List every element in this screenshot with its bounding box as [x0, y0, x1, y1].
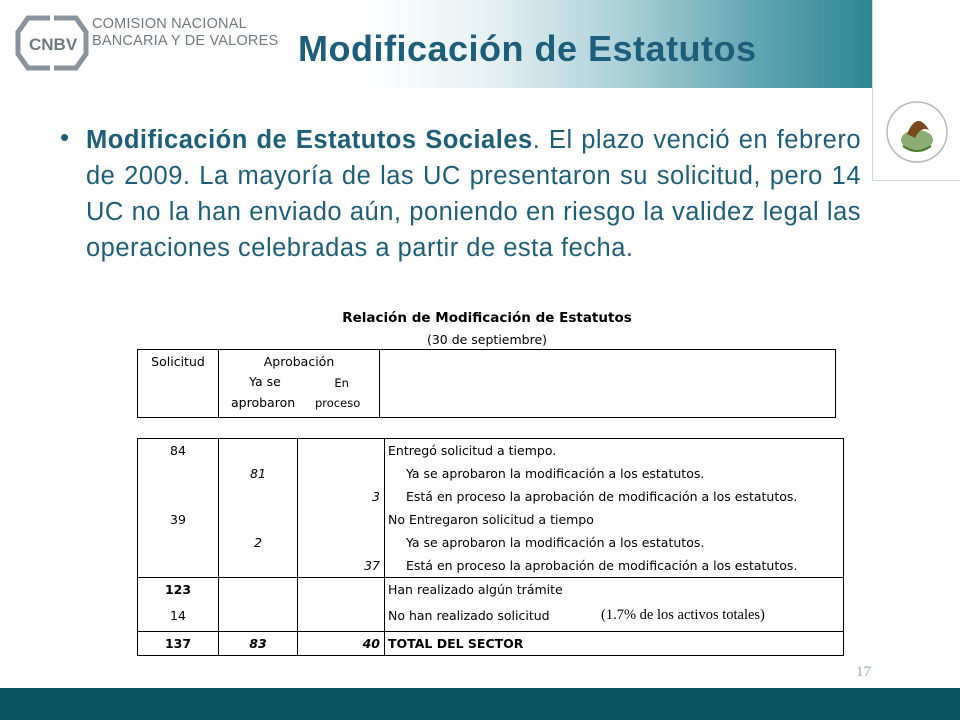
table-body: [137, 438, 844, 656]
logo-line2: BANCARIA Y DE VALORES: [92, 33, 279, 49]
bullet-text: [86, 122, 861, 266]
header-blank: [380, 350, 836, 418]
cell: 137: [164, 636, 192, 651]
cell: [298, 462, 380, 485]
cell: 40: [362, 636, 380, 651]
bullet-bold: Modificación de Estatutos Sociales: [86, 126, 533, 154]
header-solicitud: Solicitud: [138, 350, 219, 418]
cell: Está en proceso la aprobación de modificación a los estatutos.: [406, 558, 798, 573]
assets-note: (1.7% de los activos totales): [601, 607, 765, 623]
summary-col3: [298, 578, 385, 632]
cell: [138, 531, 218, 554]
cell: 14: [170, 608, 186, 623]
logo-text: [92, 16, 278, 50]
cell: [219, 485, 297, 508]
cell: [298, 508, 380, 531]
cell: [138, 554, 218, 577]
header-en: En: [334, 376, 349, 390]
summary-col1: [138, 578, 219, 632]
header-aprobacion-label: Aprobación: [263, 354, 335, 369]
mexico-seal-icon: [885, 100, 949, 164]
bullet-dot: •: [60, 122, 70, 152]
body-col1: [138, 439, 219, 578]
body-col3: [298, 439, 385, 578]
cell: Han realizado algún trámite: [388, 582, 563, 597]
cell: 83: [249, 636, 267, 651]
header-proceso: proceso: [315, 396, 361, 410]
cell: 37: [364, 558, 380, 573]
cell: Ya se aprobaron la modificación a los estatutos.: [406, 466, 705, 481]
summary-col2: [219, 578, 298, 632]
cell: 39: [170, 512, 186, 527]
cell: [219, 508, 297, 531]
cell: [219, 439, 297, 462]
cell: TOTAL DEL SECTOR: [388, 636, 524, 651]
cell: [138, 485, 218, 508]
cell: 81: [250, 466, 266, 481]
summary-col4: [385, 578, 844, 632]
cell: [219, 554, 297, 577]
cell: Ya se aprobaron la modificación a los estatutos.: [406, 535, 705, 550]
bullet-body: . El plazo venció en febrero de 2009. La mayoría de las UC presentaron su solicitud, pero 14 UC no la han enviado aún, poniendo en riesgo la validez legal las operaciones celebradas a partir de esta fecha.: [86, 126, 862, 262]
cell: [298, 531, 380, 554]
header-en-proceso: [315, 376, 361, 410]
cell: Está en proceso la aprobación de modificación a los estatutos.: [406, 489, 798, 504]
cell: Entregó solicitud a tiempo.: [388, 443, 557, 458]
footer-band: [0, 688, 960, 720]
cell: No han realizado solicitud: [388, 608, 550, 623]
body-col4: [385, 439, 844, 578]
total-col3: [298, 632, 385, 656]
body-col2: [219, 439, 298, 578]
header-aprobaron: aprobaron: [231, 395, 296, 410]
total-col2: [219, 632, 298, 656]
total-col1: [138, 632, 219, 656]
header-ya-se: Ya se: [249, 374, 281, 389]
cell: [298, 439, 380, 462]
cell: [138, 462, 218, 485]
table-subtitle: (30 de septiembre): [426, 332, 548, 347]
page-title: Modificación de Estatutos: [298, 28, 757, 69]
cell: 3: [372, 489, 380, 504]
cell: 123: [164, 582, 192, 597]
table-header: [137, 349, 836, 418]
cell: No Entregaron solicitud a tiempo: [388, 512, 594, 527]
total-col4: [385, 632, 844, 656]
header-aprobacion: [219, 350, 380, 418]
header-ya-se-aprobaron: [231, 374, 296, 410]
logo-line1: COMISION NACIONAL: [92, 16, 247, 32]
cell: 84: [170, 443, 186, 458]
page-number: 17: [856, 664, 871, 680]
logo-acronym: CNBV: [29, 35, 78, 54]
table-title: Relación de Modificación de Estatutos: [342, 310, 632, 326]
cell: 2: [254, 535, 262, 550]
